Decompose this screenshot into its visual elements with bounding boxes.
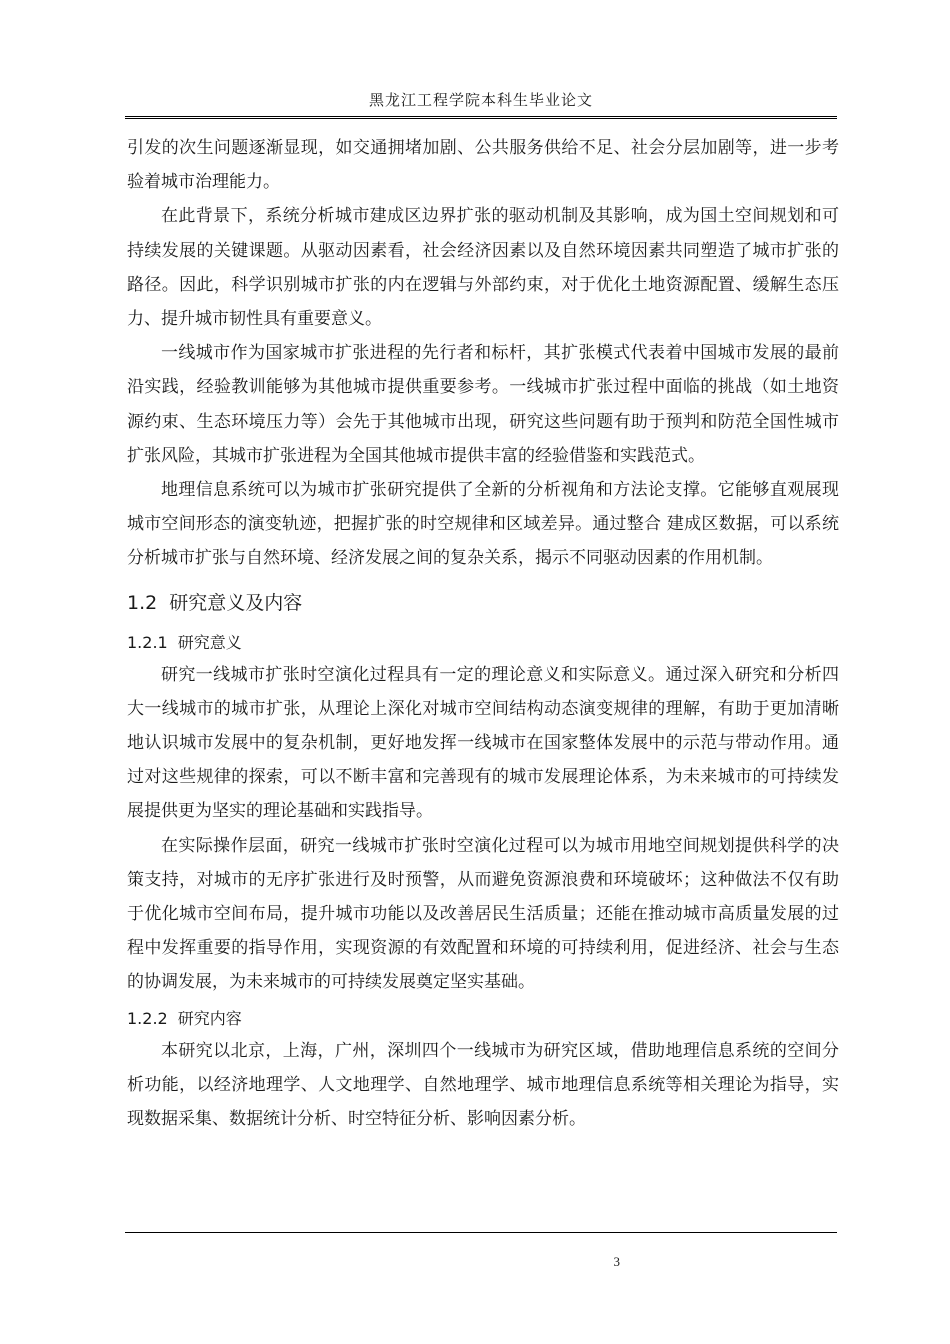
- body-paragraph: 一线城市作为国家城市扩张进程的先行者和标杆，其扩张模式代表着中国城市发展的最前沿实践，经验教训能够为其他城市提供重要参考。一线城市扩张过程中面临的挑战（如土地资源约束、生态环境压力等）会先于其他城市出现，研究这些问题有助于预判和防范全国性城市扩张风险，其城市扩张进程为全国其他城市提供丰富的经验借鉴和实践范式。: [127, 343, 839, 466]
- body-paragraph: 本研究以北京，上海，广州，深圳四个一线城市为研究区域，借助地理信息系统的空间分析功能，以经济地理学、人文地理学、自然地理学、城市地理信息系统等相关理论为指导，实现数据采集、数据统计分析、时空特征分析、影响因素分析。: [127, 1040, 839, 1130]
- subsection-number: 1.2.2: [127, 1008, 168, 1028]
- body-paragraph: 在实际操作层面，研究一线城市扩张时空演化过程可以为城市用地空间规划提供科学的决策支持，对城市的无序扩张进行及时预警，从而避免资源浪费和环境破坏；这种做法不仅有助于优化城市空间布局，提升城市功能以及改善居民生活质量；还能在推动城市高质量发展的过程中发挥重要的指导作用，实现资源的有效配置和环境的可持续利用，促进经济、社会与生态的协调发展，为未来城市的可持续发展奠定坚实基础。: [127, 835, 839, 993]
- subsection-heading-1-2-1: [127, 628, 839, 658]
- footer-rule: [125, 1232, 837, 1233]
- section-heading-1-2: [127, 588, 839, 618]
- section-number: 1.2: [127, 591, 158, 614]
- body-paragraph: 研究一线城市扩张时空演化过程具有一定的理论意义和实际意义。通过深入研究和分析四大一线城市的城市扩张，从理论上深化对城市空间结构动态演变规律的理解，有助于更加清晰地认识城市发展中的复杂机制，更好地发挥一线城市在国家整体发展中的示范与带动作用。通过对这些规律的探索，可以不断丰富和完善现有的城市发展理论体系，为未来城市的可持续发展提供更为坚实的理论基础和实践指导。: [127, 664, 839, 822]
- page-number: 3: [613, 1254, 620, 1269]
- subsection-number: 1.2.1: [127, 632, 168, 652]
- running-header: 黑龙江工程学院本科生毕业论文: [368, 91, 593, 109]
- body-paragraph: 在此背景下，系统分析城市建成区边界扩张的驱动机制及其影响，成为国土空间规划和可持续发展的关键课题。从驱动因素看，社会经济因素以及自然环境因素共同塑造了城市扩张的路径。因此，科学识别城市扩张的内在逻辑与外部约束，对于优化土地资源配置、缓解生态压力、提升城市韧性具有重要意义。: [127, 206, 839, 330]
- subsection-title: 研究内容: [177, 1008, 242, 1028]
- header-rule: [125, 116, 837, 119]
- section-title: 研究意义及内容: [169, 591, 303, 614]
- subsection-heading-1-2-2: [127, 1004, 839, 1034]
- body-paragraph: 地理信息系统可以为城市扩张研究提供了全新的分析视角和方法论支撑。它能够直观展现城市空间形态的演变轨迹，把握扩张的时空规律和区域差异。通过整合 建成区数据，可以系统分析城市扩张与自然环境、经济发展之间的复杂关系，揭示不同驱动因素的作用机制。: [127, 480, 839, 569]
- body-paragraph: 引发的次生问题逐渐显现，如交通拥堵加剧、公共服务供给不足、社会分层加剧等，进一步考验着城市治理能力。: [127, 138, 839, 193]
- page-content: [127, 131, 839, 1136]
- subsection-title: 研究意义: [177, 632, 242, 652]
